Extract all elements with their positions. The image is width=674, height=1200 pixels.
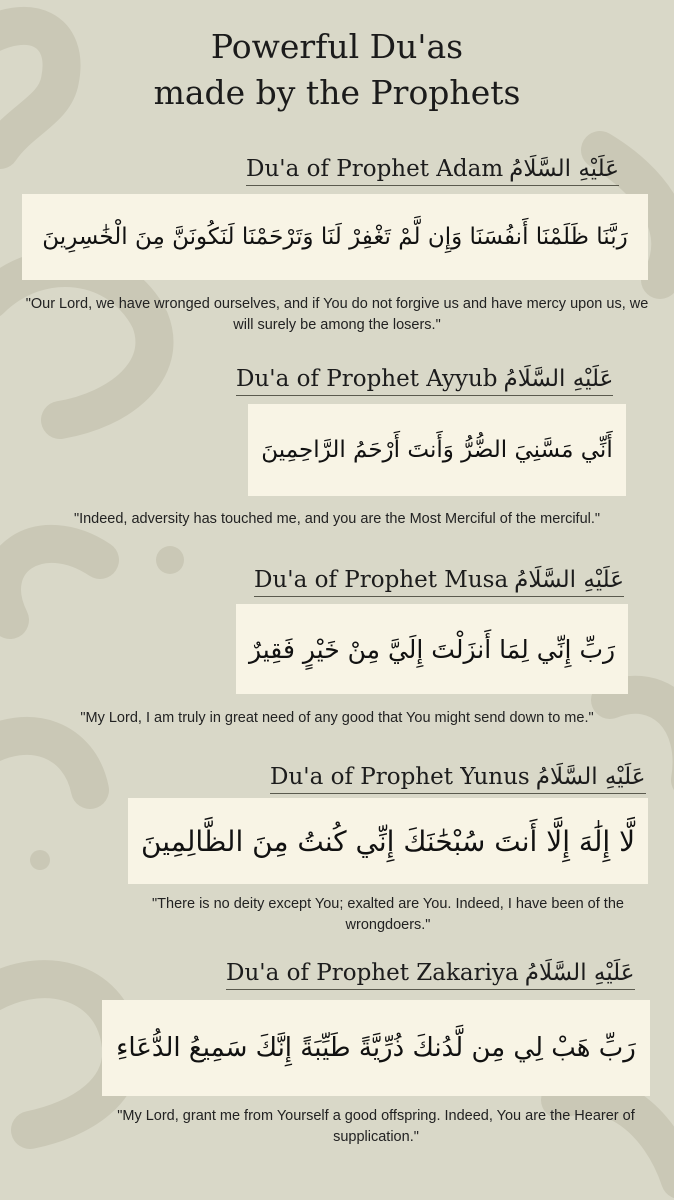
translation-musa: "My Lord, I am truly in great need of any good that You might send down to me." [80, 710, 594, 726]
arabic-card-adam [22, 194, 648, 280]
arabic-dua-adam: رَبَّنَا ظَلَمْنَا أَنفُسَنَا وَإِن لَّمْ تَغْفِرْ لَنَا وَتَرْحَمْنَا لَنَكُونَنَّ مِنَ الْخَٰسِرِينَ [42, 224, 628, 250]
section-heading-ayyub [236, 366, 613, 396]
honorific-text: عَلَيْهِ السَّلَامُ [514, 567, 624, 593]
section-heading-yunus [270, 764, 646, 794]
heading-text: Du'a of Prophet Yunus [270, 764, 530, 790]
translation-adam: "Our Lord, we have wronged ourselves, and if You do not forgive us and have mercy upon us, we will surely be among the losers." [25, 296, 649, 333]
heading-text: Du'a of Prophet Musa [254, 567, 509, 593]
heading-text: Du'a of Prophet Zakariya [226, 960, 519, 986]
arabic-card-yunus [128, 798, 648, 884]
section-heading-adam [246, 156, 619, 186]
section-heading-zakariya [226, 960, 635, 990]
heading-text: Du'a of Prophet Ayyub [236, 366, 498, 392]
honorific-text: عَلَيْهِ السَّلَامُ [524, 960, 635, 986]
translation-ayyub: "Indeed, adversity has touched me, and you are the Most Merciful of the merciful." [73, 511, 601, 527]
arabic-card-ayyub [248, 404, 626, 496]
section-heading-musa [254, 567, 624, 597]
heading-text: Du'a of Prophet Adam [246, 156, 504, 182]
arabic-card-musa [236, 604, 628, 694]
title-line-2: made by the Prophets [153, 73, 521, 112]
honorific-text: عَلَيْهِ السَّلَامُ [503, 366, 614, 392]
title-line-1: Powerful Du'as [210, 27, 464, 66]
translation-zakariya: "My Lord, grant me from Yourself a good offspring. Indeed, You are the Hearer of supplication." [117, 1108, 635, 1145]
arabic-card-zakariya [102, 1000, 650, 1096]
translation-yunus: "There is no deity except You; exalted are You. Indeed, I have been of the wrongdoers." [152, 896, 624, 933]
arabic-dua-zakariya: رَبِّ هَبْ لِي مِن لَّدُنكَ ذُرِّيَّةً طَيِّبَةً إِنَّكَ سَمِيعُ الدُّعَاءِ [116, 1033, 636, 1063]
page-title [0, 24, 674, 116]
arabic-dua-musa: رَبِّ إِنِّي لِمَا أَنزَلْتَ إِلَيَّ مِنْ خَيْرٍ فَقِيرٌ [248, 634, 616, 664]
honorific-text: عَلَيْهِ السَّلَامُ [509, 156, 619, 182]
arabic-dua-ayyub: أَنِّي مَسَّنِيَ الضُّرُّ وَأَنتَ أَرْحَمُ الرَّاحِمِينَ [261, 437, 613, 463]
arabic-dua-yunus: لَّا إِلَٰهَ إِلَّا أَنتَ سُبْحَٰنَكَ إِنِّي كُنتُ مِنَ الظَّالِمِينَ [140, 824, 636, 858]
honorific-text: عَلَيْهِ السَّلَامُ [535, 764, 646, 790]
